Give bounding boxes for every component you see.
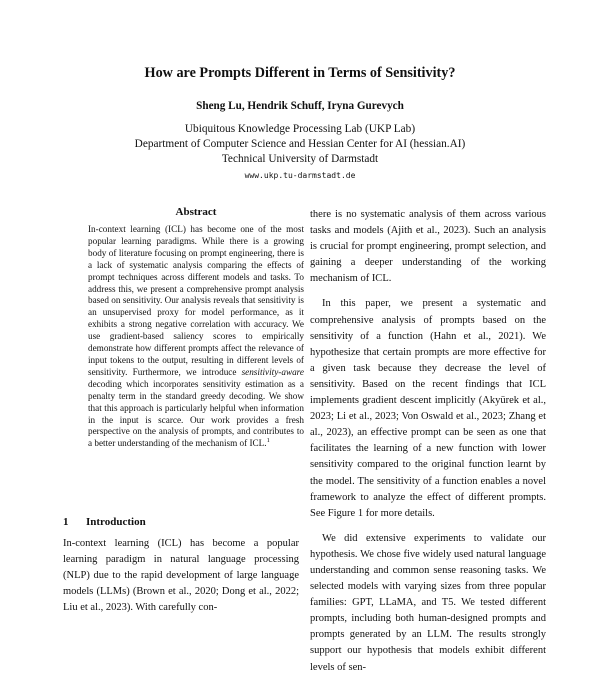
- introduction-paragraph-continued: there is no systematic analysis of them across various tasks and models (Ajith et al., 2023). Such an analysis is crucial for prompt engineering, prompt selection, and gaining a deeper understanding of the working mechanism of ICL.: [310, 209, 546, 285]
- abstract-emphasis: sensitivity-aware: [241, 366, 304, 377]
- abstract-heading: Abstract: [175, 206, 217, 218]
- affiliation-department: Department of Computer Science and Hessian Center for AI (hessian.AI): [134, 138, 466, 151]
- section-number: 1: [63, 516, 69, 528]
- affiliation-university: Technical University of Darmstadt: [221, 153, 379, 166]
- affiliation-url[interactable]: www.ukp.tu-darmstadt.de: [244, 170, 356, 180]
- introduction-paragraph-2: In this paper, we present a systematic and comprehensive analysis of prompts based on the sensitivity of a function (Hahn et al., 2021). We hypothesize that certain prompts are more effective for a given task because they decrease the level of sensitivity. Based on the recent findings that ICL implements gradient descent implicitly (Akyürek et al., 2023; Li et al., 2023; Von Oswald et al., 2023; Zhang et al., 2023), an effective prompt can be seen as one that facilitates the learning of a new function with lower sensitivity compared to the original function learnt by the model. The sensitivity of a function enables a novel framework to analyze the effect of different prompts. See Figure 1 for more details.: [310, 298, 546, 519]
- section-title: Introduction: [86, 516, 146, 528]
- affiliation-lab: Ubiquitous Knowledge Processing Lab (UKP Lab): [184, 123, 416, 135]
- introduction-left-paragraph: [63, 536, 299, 616]
- paper-title: How are Prompts Different in Terms of Sensitivity?: [144, 65, 456, 81]
- abstract-text: [88, 224, 304, 450]
- footnote-marker[interactable]: 1: [266, 437, 270, 445]
- right-column: [310, 207, 546, 685]
- affiliation-block: [0, 122, 600, 182]
- abstract-text-part1: In-context learning (ICL) has become one of the most popular learning paradigms. While there is a growing body of literature focusing on prompt engineering, there is a lack of systematic analysis comparing the effects of prompt techniques across different models and tasks. To address this, we present a comprehensive prompt analysis based on sensitivity. Our analysis reveals that sensitivity is an unsupervised proxy for model performance, as it exhibits a strong negative correlation with accuracy. We use gradient-based saliency scores to empirically demonstrate how different prompts affect the relevance of input tokens to the output, resulting in different levels of sensitivity. Furthermore, we introduce: [88, 224, 304, 377]
- section-heading-introduction: [63, 515, 146, 529]
- author-list: Sheng Lu, Hendrik Schuff, Iryna Gurevych: [196, 100, 404, 112]
- introduction-paragraph-1: In-context learning (ICL) has become a popular learning paradigm in natural language processing (NLP) due to the rapid development of large language models (LLMs) (Brown et al., 2020; Dong et al., 2022; Liu et al., 2023). With carefully con-: [63, 538, 299, 614]
- introduction-paragraph-3: We did extensive experiments to validate our hypothesis. We chose five widely used natural language understanding and common sense reasoning tasks. We selected models with varying sizes from three popular families: GPT, LLaMA, and T5. We tested different prompts, including both human-designed prompts and prompts generated by an LLM. The results strongly support our hypothesis that models exhibit different levels of sen-: [310, 532, 546, 673]
- abstract-text-part2: decoding which incorporates sensitivity estimation as a penalty term in the standard greedy decoding. We show that this approach is particularly helpful when information in the input is scarce. Our work provides a fresh perspective on the analysis of prompts, and contributes to a better understanding of the mechanism of ICL.: [88, 378, 304, 449]
